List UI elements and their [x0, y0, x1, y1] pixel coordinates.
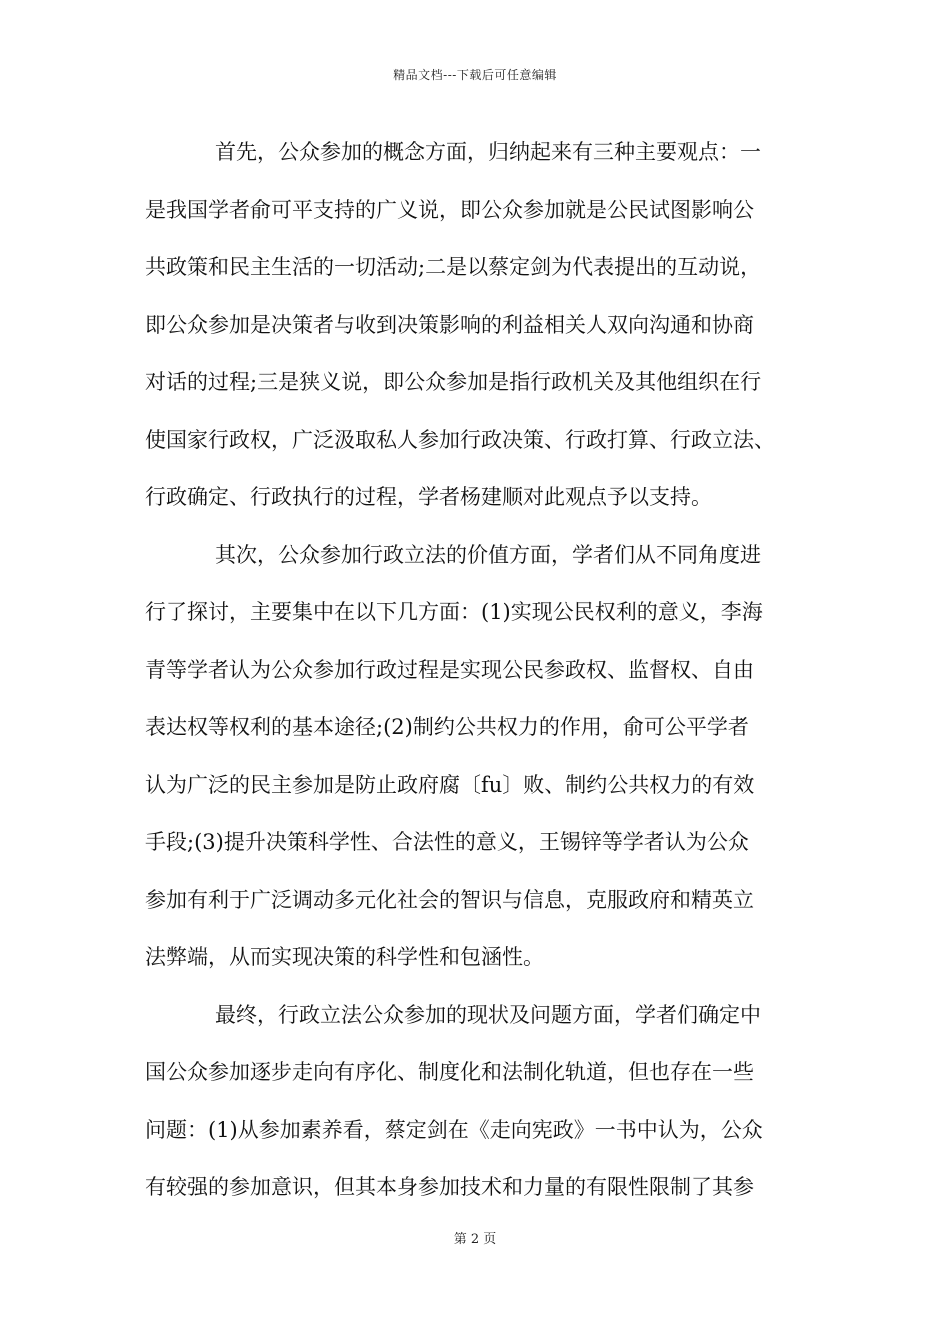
paragraph-1-line-4: 即公众参加是决策者与收到决策影响的利益相关人双向沟通和协商 [145, 313, 754, 337]
paragraph-3-line-1: 最终，行政立法公众参加的现状及问题方面，学者们确定中 [215, 1003, 761, 1027]
paragraph-2-line-7: 参加有利于广泛调动多元化社会的智识与信息，克服政府和精英立 [145, 888, 754, 912]
paragraph-1-line-5: 对话的过程;三是狭义说，即公众参加是指行政机关及其他组织在行 [145, 370, 762, 394]
paragraph-2-line-4: 表达权等权利的基本途径;(2)制约公共权力的作用，俞可公平学者 [145, 715, 749, 739]
paragraph-3-line-3: 问题：(1)从参加素养看，蔡定剑在《走向宪政》一书中认为，公众 [145, 1118, 763, 1142]
paragraph-2-line-8: 法弊端，从而实现决策的科学性和包涵性。 [145, 945, 544, 969]
paragraph-3-line-2: 国公众参加逐步走向有序化、制度化和法制化轨道，但也存在一些 [145, 1060, 754, 1084]
paragraph-2-line-6: 手段;(3)提升决策科学性、合法性的意义，王锡锌等学者认为公众 [145, 830, 749, 854]
paragraph-3-line-4: 有较强的参加意识，但其本身参加技术和力量的有限性限制了其参 [145, 1175, 754, 1199]
page-number: 第 2 页 [453, 1232, 497, 1247]
paragraph-2-line-1: 其次，公众参加行政立法的价值方面，学者们从不同角度进 [215, 543, 761, 567]
paragraph-1-line-2: 是我国学者俞可平支持的广义说，即公众参加就是公民试图影响公 [145, 198, 754, 222]
paragraph-1-line-1: 首先，公众参加的概念方面，归纳起来有三种主要观点：一 [215, 140, 761, 164]
paragraph-2-line-5: 认为广泛的民主参加是防止政府腐〔fu〕败、制约公共权力的有效 [145, 773, 755, 797]
paragraph-1-line-7: 行政确定、行政执行的过程，学者杨建顺对此观点予以支持。 [145, 485, 712, 509]
paragraph-2-line-2: 行了探讨，主要集中在以下几方面：(1)实现公民权利的意义，李海 [145, 600, 763, 624]
paragraph-1-line-6: 使国家行政权，广泛汲取私人参加行政决策、行政打算、行政立法、 [145, 428, 775, 452]
paragraph-1-line-3: 共政策和民主生活的一切活动;二是以蔡定剑为代表提出的互动说， [145, 255, 762, 279]
paragraph-2-line-3: 青等学者认为公众参加行政过程是实现公民参政权、监督权、自由 [145, 658, 754, 682]
page-header: 精品文档---下载后可任意编辑 [393, 68, 557, 82]
